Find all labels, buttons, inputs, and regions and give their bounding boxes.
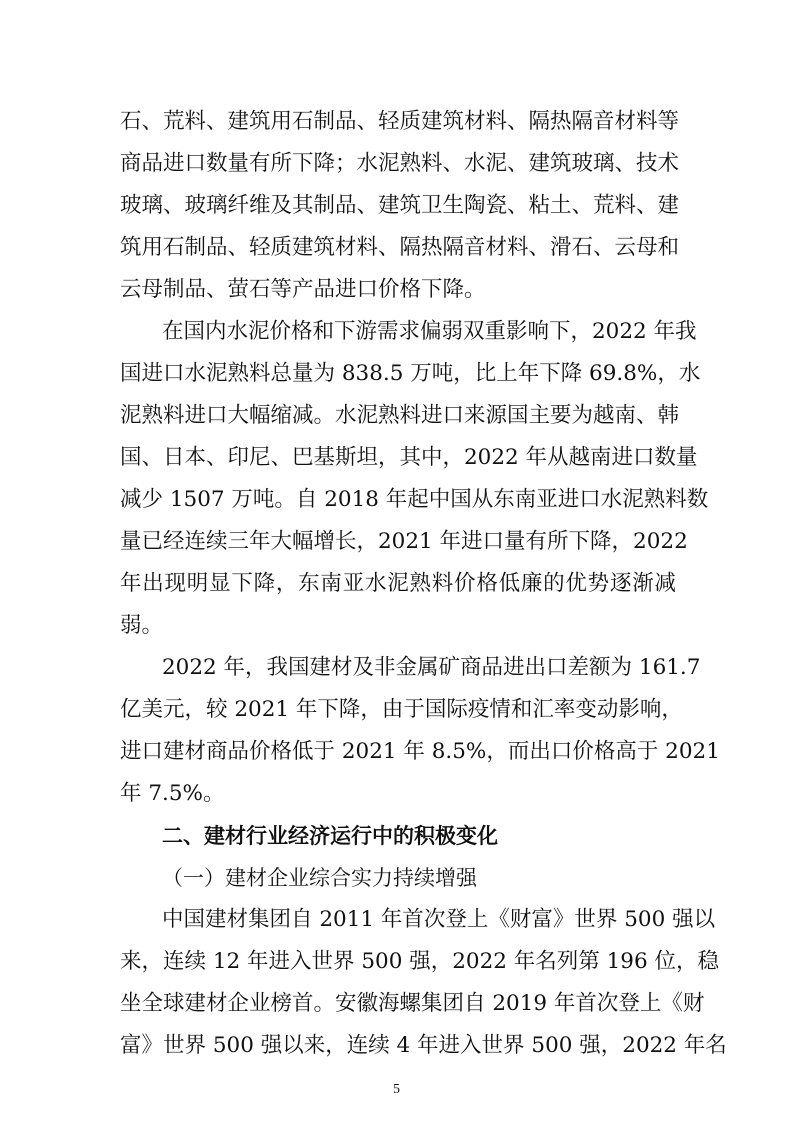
paragraph-line: 商品进口数量有所下降；水泥熟料、水泥、建筑玻璃、技术: [120, 151, 680, 176]
paragraph-line: 国、日本、印尼、巴基斯坦，其中，2022 年从越南进口数量: [120, 445, 698, 470]
paragraph-line: 石、荒料、建筑用石制品、轻质建筑材料、隔热隔音材料等: [120, 109, 680, 134]
paragraph-line: 2022 年，我国建材及非金属矿商品进出口差额为 161.7: [162, 655, 701, 680]
paragraph-line: 年 7.5%。: [120, 781, 225, 806]
paragraph-line: 在国内水泥价格和下游需求偏弱双重影响下，2022 年我: [162, 319, 697, 344]
page-number: 5: [393, 1082, 400, 1097]
paragraph-line: 量已经连续三年大幅增长，2021 年进口量有所下降，2022: [120, 529, 688, 554]
paragraph-line: 来，连续 12 年进入世界 500 强，2022 年名列第 196 位，稳: [120, 949, 719, 974]
paragraph-line: 弱。: [120, 613, 164, 638]
paragraph-line: 泥熟料进口大幅缩减。水泥熟料进口来源国主要为越南、韩: [120, 403, 680, 428]
paragraph-line: 进口建材商品价格低于 2021 年 8.5%，而出口价格高于 2021: [120, 739, 720, 764]
subsection-heading: （一）建材企业综合实力持续增强: [162, 866, 477, 890]
paragraph-line: 亿美元，较 2021 年下降，由于国际疫情和汇率变动影响，: [120, 697, 683, 722]
paragraph-line: 国进口水泥熟料总量为 838.5 万吨，比上年下降 69.8%，水: [120, 361, 701, 386]
paragraph-line: 富》世界 500 强以来，连续 4 年进入世界 500 强，2022 年名: [120, 1033, 727, 1058]
paragraph-line: 玻璃、玻璃纤维及其制品、建筑卫生陶瓷、粘土、荒料、建: [120, 193, 680, 218]
paragraph-line: 减少 1507 万吨。自 2018 年起中国从东南亚进口水泥熟料数: [120, 487, 709, 512]
paragraph-line: 中国建材集团自 2011 年首次登上《财富》世界 500 强以: [162, 907, 716, 932]
paragraph-line: 坐全球建材企业榜首。安徽海螺集团自 2019 年首次登上《财: [120, 991, 705, 1016]
paragraph-line: 云母制品、萤石等产品进口价格下降。: [120, 277, 486, 302]
section-heading: 二、建材行业经济运行中的积极变化: [162, 824, 498, 848]
paragraph-line: 年出现明显下降，东南亚水泥熟料价格低廉的优势逐渐减: [120, 571, 676, 596]
paragraph-line: 筑用石制品、轻质建筑材料、隔热隔音材料、滑石、云母和: [120, 235, 680, 260]
